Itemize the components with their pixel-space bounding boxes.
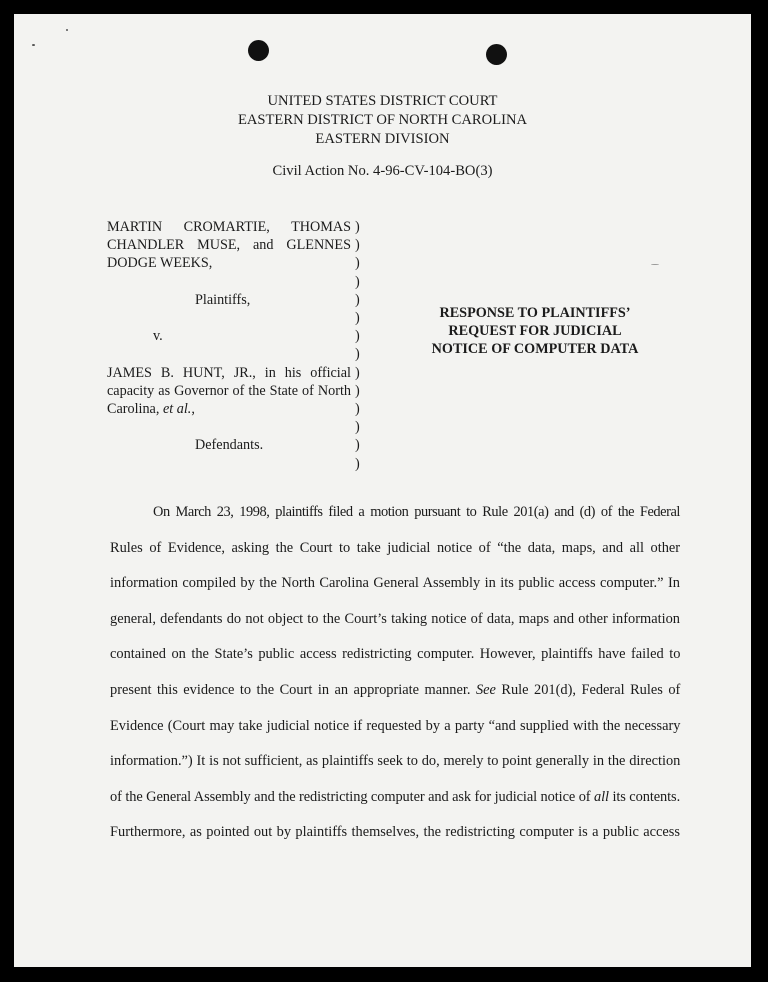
body-line: contained on the State’s public access redistricting computer. However, plaintiffs have failed to	[110, 646, 681, 663]
scan-speck	[651, 264, 659, 265]
plaintiffs-label: Plaintiffs,	[195, 291, 251, 308]
caption-parentheses	[355, 218, 367, 473]
title-line: REQUEST FOR JUDICIAL	[448, 323, 622, 339]
punch-hole-left	[248, 40, 269, 61]
plaintiffs-line: MARTIN CROMARTIE, THOMAS	[107, 219, 351, 235]
paren: )	[355, 382, 360, 399]
paren: )	[355, 237, 360, 254]
defendants-line: capacity as Governor of the State of North	[107, 382, 351, 399]
body-line: Evidence (Court may take judicial notice if requested by a party “and supplied with the necessary	[110, 717, 681, 734]
case-caption	[107, 218, 351, 455]
paren: )	[355, 437, 360, 454]
court-header	[14, 92, 751, 149]
punch-hole-right	[486, 44, 507, 65]
body-line: information.”) It is not sufficient, as plaintiffs seek to do, merely to point generally in the direction	[110, 753, 681, 770]
document-page	[14, 14, 751, 967]
body-line: information compiled by the North Carolina General Assembly in its public access computer.” In	[110, 575, 680, 592]
court-division: EASTERN DIVISION	[315, 131, 450, 147]
paren: )	[355, 346, 360, 363]
scan-speck	[32, 44, 35, 46]
body-line: general, defendants do not object to the Court’s taking notice of data, maps and other information	[110, 610, 680, 627]
paren: )	[355, 310, 360, 327]
title-line: RESPONSE TO PLAINTIFFS’	[439, 305, 631, 321]
plaintiffs-line: DODGE WEEKS,	[107, 255, 213, 272]
defendants-label: Defendants.	[195, 437, 264, 454]
paren: )	[355, 401, 360, 418]
body-line: present this evidence to the Court in an appropriate manner. See Rule 201(d), Federal Rules of	[110, 681, 681, 698]
scan-speck	[66, 29, 68, 31]
paren: )	[355, 291, 360, 308]
plaintiffs-line: CHANDLER MUSE, and GLENNES	[107, 237, 351, 254]
body-line: Rules of Evidence, asking the Court to take judicial notice of “the data, maps, and all other	[110, 539, 681, 556]
paren: )	[355, 219, 360, 235]
et-al: et al.	[162, 400, 192, 417]
body-line: of the General Assembly and the redistricting computer and ask for judicial notice of all its contents.	[110, 788, 681, 805]
defendants-line: Carolina, et al.,	[107, 400, 195, 417]
title-line: NOTICE OF COMPUTER DATA	[431, 341, 639, 357]
document-title	[414, 304, 656, 358]
court-name: UNITED STATES DISTRICT COURT	[267, 93, 498, 109]
paren: )	[355, 455, 360, 472]
versus: v.	[153, 328, 163, 345]
body-paragraph	[110, 495, 680, 851]
paren: )	[355, 255, 360, 272]
paren: )	[355, 328, 360, 345]
paren: )	[355, 364, 360, 381]
paren: )	[355, 419, 360, 436]
civil-action-number: Civil Action No. 4-96-CV-104-BO(3)	[272, 163, 493, 179]
court-district: EASTERN DISTRICT OF NORTH CAROLINA	[237, 112, 528, 128]
paren: )	[355, 273, 360, 290]
defendants-line: JAMES B. HUNT, JR., in his official	[107, 364, 351, 381]
body-line: Furthermore, as pointed out by plaintiffs themselves, the redistricting computer is a public access	[110, 824, 680, 841]
body-line: On March 23, 1998, plaintiffs filed a motion pursuant to Rule 201(a) and (d) of the Federal	[153, 504, 680, 520]
